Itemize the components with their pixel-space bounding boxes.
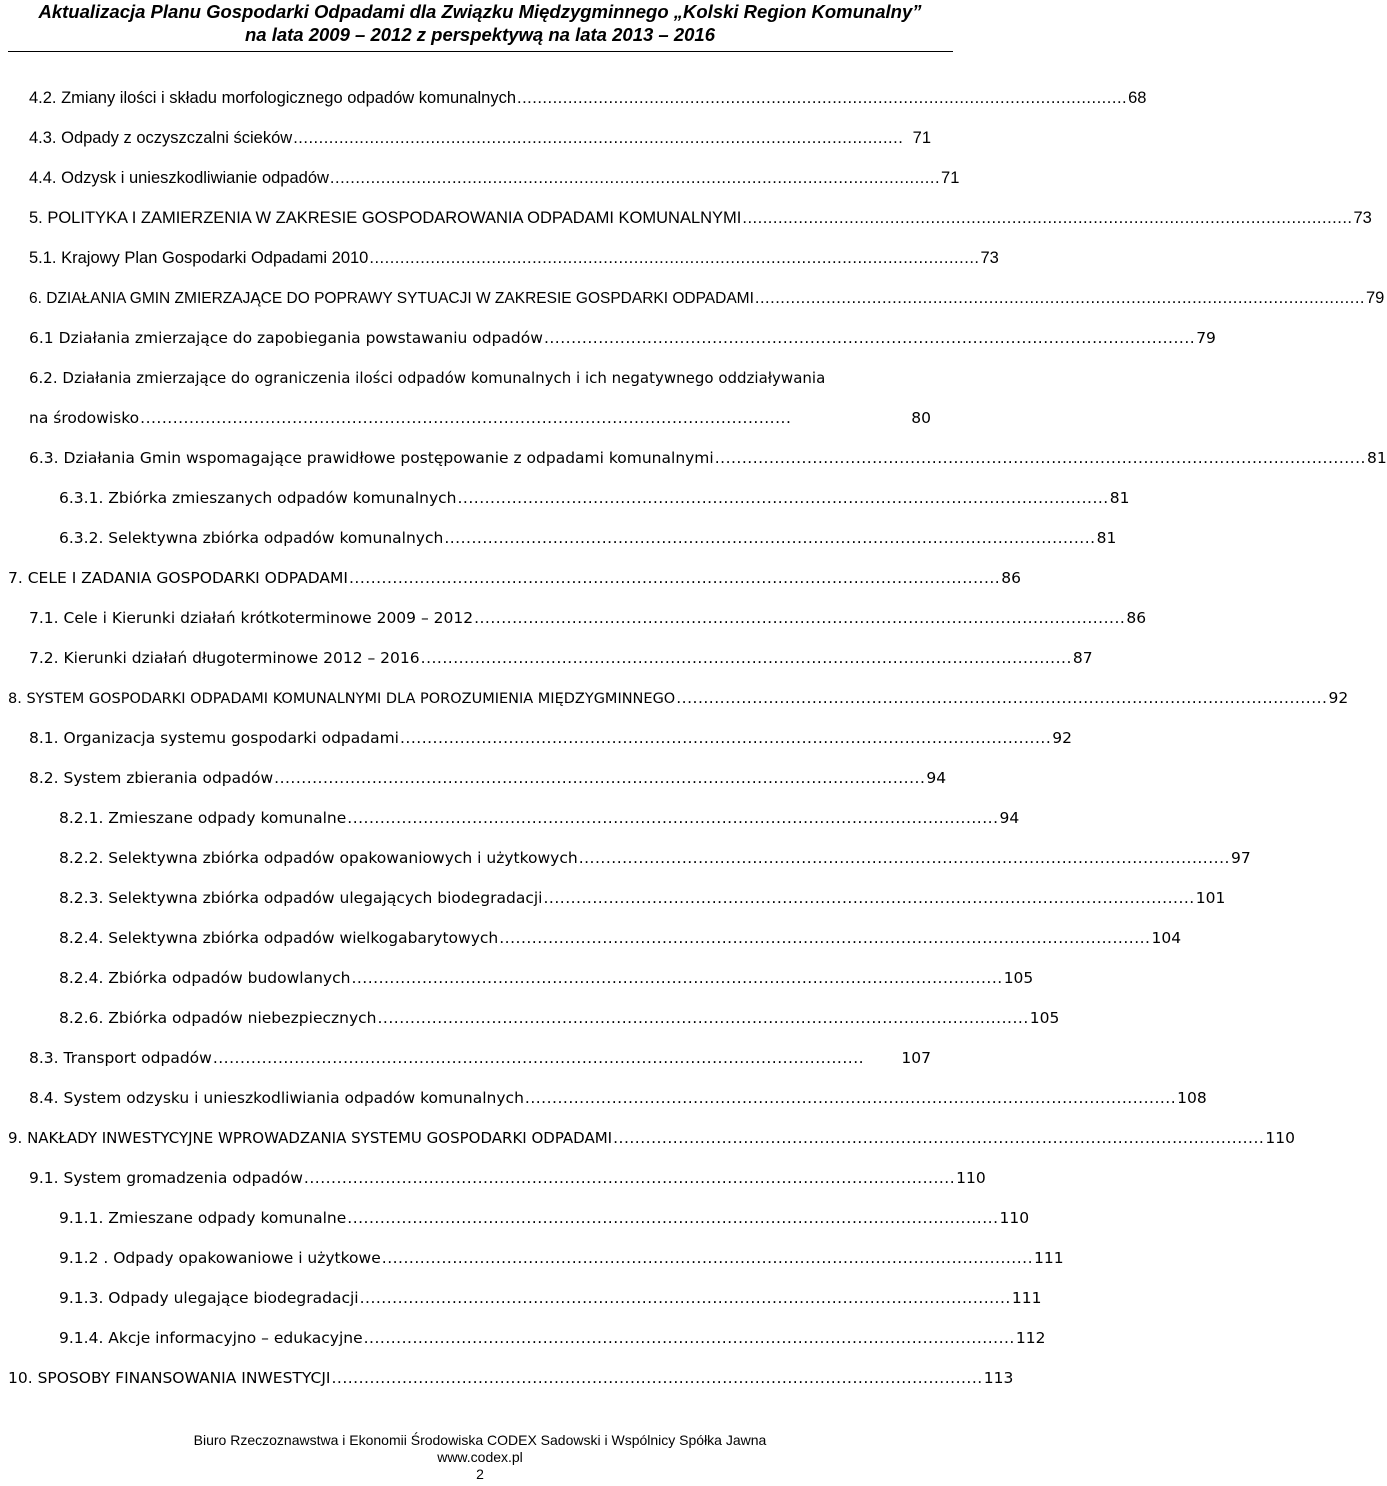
toc-leader: ........................................................................................................................ [293, 129, 904, 147]
toc-entry[interactable] [59, 1287, 1042, 1309]
toc-leader: ........................................................................................................................ [543, 889, 1195, 907]
toc-entry-text: 6.3.1. Zbiórka zmieszanych odpadów komunalnych [59, 489, 457, 507]
toc-entry[interactable] [29, 447, 1387, 469]
toc-entry-text: 8.1. Organizacja systemu gospodarki odpadami [29, 729, 399, 747]
header-divider [8, 51, 953, 52]
toc-entry-page: 105 [1003, 969, 1034, 987]
header-subtitle: na lata 2009 – 2012 z perspektywą na lata 2013 – 2016 [244, 24, 715, 45]
toc-entry[interactable] [29, 727, 1072, 749]
toc-entry-text: 4.3. Odpady z oczyszczalni ścieków [29, 129, 293, 147]
toc-entry[interactable] [59, 967, 1034, 989]
toc-entry-text: 4.4. Odzysk i unieszkodliwianie odpadów [29, 169, 329, 187]
toc-entry-text: 9.1.4. Akcje informacyjno – edukacyjne [59, 1329, 363, 1347]
toc-entry-text: 10. SPOSOBY FINANSOWANIA INWESTYCJI [8, 1369, 331, 1387]
toc-entry-page: 86 [1126, 609, 1147, 627]
toc-leader: ........................................................................................................................ [524, 1089, 1177, 1107]
document-footer [0, 1432, 960, 1483]
toc-entry-text: 8.2.6. Zbiórka odpadów niebezpiecznych [59, 1009, 377, 1027]
toc-leader: ........................................................................................................................ [351, 969, 1003, 987]
footer-website: www.codex.pl [437, 1449, 523, 1465]
header-title: Aktualizacja Planu Gospodarki Odpadami dla Związku Międzygminnego „Kolski Region Komunalny” [38, 1, 922, 22]
toc-entry-text: 4.2. Zmiany ilości i składu morfologicznego odpadów komunalnych [29, 89, 516, 107]
toc-entry-text: 5. POLITYKA I ZAMIERZENIA W ZAKRESIE GOSPODAROWANIA ODPADAMI KOMUNALNYMI [29, 209, 742, 227]
toc-entry-page: 73 [1353, 209, 1372, 227]
toc-entry[interactable] [59, 847, 1251, 869]
toc-leader: ........................................................................................................................ [369, 249, 980, 267]
toc-leader: ........................................................................................................................ [348, 569, 1001, 587]
toc-entry[interactable] [29, 1087, 1207, 1109]
toc-entry-page: 113 [983, 1369, 1014, 1387]
toc-entry-page: 79 [1196, 329, 1216, 347]
toc-entry[interactable] [59, 1007, 1060, 1029]
toc-entry-text: 5.1. Krajowy Plan Gospodarki Odpadami 2010 [29, 249, 369, 267]
toc-leader: ........................................................................................................................ [457, 489, 1109, 507]
toc-entry-page: 68 [1128, 89, 1147, 107]
toc-entry[interactable] [59, 807, 1020, 829]
toc-leader: ........................................................................................................................ [742, 209, 1353, 227]
toc-entry-page: 92 [1328, 689, 1349, 707]
toc-leader: ........................................................................................................................ [331, 1369, 983, 1387]
toc-entry-text: 6.3.2. Selektywna zbiórka odpadów komunalnych [59, 529, 444, 547]
toc-entry[interactable] [29, 87, 1147, 109]
toc-entry-text: 9.1. System gromadzenia odpadów [29, 1169, 303, 1187]
footer-page-number: 2 [476, 1466, 484, 1482]
toc-entry-page: 73 [980, 249, 999, 267]
toc-entry-text: 8.2. System zbierania odpadów [29, 769, 274, 787]
toc-leader: ........................................................................................................................ [474, 609, 1126, 627]
toc-leader: ........................................................................................................................ [543, 329, 1196, 347]
toc-entry-text: 7.2. Kierunki działań długoterminowe 2012 – 2016 [29, 649, 420, 667]
toc-leader: ........................................................................................................................ [444, 529, 1096, 547]
toc-entry-page: 111 [1011, 1289, 1042, 1307]
toc-entry-page: 81 [1366, 449, 1387, 467]
toc-leader: ........................................................................................................................ [420, 649, 1072, 667]
toc-leader: ........................................................................................................................ [274, 769, 926, 787]
toc-leader: ........................................................................................................................ [347, 1209, 999, 1227]
toc-entry-page: 110 [1265, 1129, 1295, 1147]
toc-entry-text: 8.2.4. Zbiórka odpadów budowlanych [59, 969, 351, 987]
toc-entry[interactable] [29, 327, 1216, 349]
toc-entry-text: 8.2.1. Zmieszane odpady komunalne [59, 809, 347, 827]
toc-entry[interactable] [59, 487, 1130, 509]
toc-entry-page: 92 [1052, 729, 1072, 747]
footer-company: Biuro Rzeczoznawstwa i Ekonomii Środowiska CODEX Sadowski i Wspólnicy Spółka Jawna [193, 1432, 767, 1448]
toc-entry-page: 104 [1151, 929, 1182, 947]
toc-entry[interactable] [29, 167, 960, 189]
toc-entry[interactable] [59, 1247, 1064, 1269]
toc-entry-page: 105 [1029, 1009, 1060, 1027]
toc-leader: ........................................................................................................................ [499, 929, 1151, 947]
toc-entry-text: na środowisko [29, 409, 140, 427]
toc-entry[interactable] [59, 887, 1226, 909]
toc-leader: ........................................................................................................................ [676, 689, 1328, 707]
toc-entry[interactable] [29, 607, 1147, 629]
toc-leader: ........................................................................................................................ [714, 449, 1366, 467]
toc-leader: ........................................................................................................................ [377, 1009, 1029, 1027]
toc-leader: ........................................................................................................................ [303, 1169, 956, 1187]
toc-entry-text: 7.1. Cele i Kierunki działań krótkoterminowe 2009 – 2012 [29, 609, 474, 627]
toc-leader: ........................................................................................................................ [613, 1129, 1265, 1147]
toc-entry-text: 7. CELE I ZADANIA GOSPODARKI ODPADAMI [8, 569, 348, 587]
toc-entry-page: 108 [1177, 1089, 1207, 1107]
toc-entry[interactable] [59, 1207, 1030, 1229]
toc-leader: ........................................................................................................................ [347, 809, 999, 827]
toc-entry-page: 110 [999, 1209, 1030, 1227]
document-header [0, 0, 960, 46]
toc-entry-page: 71 [941, 169, 960, 187]
toc-entry-text: 6.3. Działania Gmin wspomagające prawidłowe postępowanie z odpadami komunalnymi [29, 449, 714, 467]
toc-entry[interactable] [29, 1047, 931, 1069]
toc-entry[interactable] [29, 287, 1385, 310]
toc-leader: ........................................................................................................................ [140, 409, 792, 427]
toc-entry[interactable] [8, 687, 1349, 710]
toc-entry-page: 94 [926, 769, 947, 787]
toc-leader: ........................................................................................................................ [578, 849, 1230, 867]
toc-entry-page: 80 [911, 409, 931, 427]
toc-entry-text: 6. DZIAŁANIA GMIN ZMIERZAJĄCE DO POPRAWY SYTUACJI W ZAKRESIE GOSPDARKI ODPADAMI [29, 290, 754, 307]
toc-entry-page: 86 [1001, 569, 1021, 587]
toc-entry-page: 81 [1109, 489, 1130, 507]
toc-leader: ........................................................................................................................ [400, 729, 1052, 747]
toc-entry-page: 107 [901, 1049, 931, 1067]
toc-entry[interactable] [29, 1167, 986, 1189]
toc-entry-page: 79 [1366, 289, 1385, 307]
toc-entry-page: 110 [956, 1169, 986, 1187]
toc-leader: ........................................................................................................................ [212, 1049, 865, 1067]
toc-entry[interactable] [29, 767, 947, 789]
toc-entry-text: 8.2.2. Selektywna zbiórka odpadów opakowaniowych i użytkowych [59, 849, 578, 867]
toc-entry-text: 8.2.3. Selektywna zbiórka odpadów ulegających biodegradacji [59, 889, 543, 907]
toc-leader: ........................................................................................................................ [754, 289, 1365, 307]
toc-entry-page: 87 [1072, 649, 1093, 667]
toc-entry-text: 6.1 Działania zmierzające do zapobiegania powstawaniu odpadów [29, 329, 543, 347]
toc-entry-page: 94 [999, 809, 1020, 827]
toc-entry[interactable] [29, 647, 1093, 669]
toc-leader: ........................................................................................................................ [363, 1329, 1015, 1347]
toc-entry-text: 9.1.1. Zmieszane odpady komunalne [59, 1209, 347, 1227]
toc-leader: ........................................................................................................................ [329, 169, 941, 187]
toc-entry-text: 9. NAKŁADY INWESTYCYJNE WPROWADZANIA SYSTEMU GOSPODARKI ODPADAMI [8, 1129, 613, 1147]
toc-entry-text: 8.4. System odzysku i unieszkodliwiania odpadów komunalnych [29, 1089, 524, 1107]
toc-entry[interactable] [59, 527, 1117, 549]
toc-entry[interactable] [8, 1367, 1014, 1389]
toc-entry-page: 71 [912, 129, 931, 147]
toc-entry[interactable] [8, 567, 1021, 589]
toc-leader: ........................................................................................................................ [381, 1249, 1034, 1267]
toc-entry[interactable] [29, 247, 999, 269]
toc-entry-text: 8.2.4. Selektywna zbiórka odpadów wielkogabarytowych [59, 929, 499, 947]
toc-leader: ........................................................................................................................ [517, 89, 1128, 107]
toc-entry-text: 8.3. Transport odpadów [29, 1049, 212, 1067]
toc-entry-text-wrapped[interactable]: 6.2. Działania zmierzające do ograniczenia ilości odpadów komunalnych i ich negatywnego oddziaływania [29, 369, 826, 387]
toc-entry-page: 101 [1195, 889, 1226, 907]
toc-entry[interactable] [29, 127, 931, 149]
toc-entry-text: 9.1.3. Odpady ulegające biodegradacji [59, 1289, 359, 1307]
toc-entry[interactable] [59, 1327, 1046, 1349]
toc-entry-text: 9.1.2 . Odpady opakowaniowe i użytkowe [59, 1249, 381, 1267]
toc-entry[interactable] [59, 927, 1182, 949]
toc-entry[interactable] [8, 1127, 1295, 1149]
toc-entry-page: 81 [1096, 529, 1117, 547]
toc-entry-page: 97 [1230, 849, 1251, 867]
toc-entry-page: 111 [1034, 1249, 1064, 1267]
toc-entry[interactable] [29, 207, 1372, 229]
toc-entry-text: 8. SYSTEM GOSPODARKI ODPADAMI KOMUNALNYMI DLA POROZUMIENIA MIĘDZYGMINNEGO [8, 691, 676, 707]
toc-leader: ........................................................................................................................ [359, 1289, 1011, 1307]
toc-entry[interactable] [29, 407, 931, 429]
toc-entry-page: 112 [1015, 1329, 1046, 1347]
